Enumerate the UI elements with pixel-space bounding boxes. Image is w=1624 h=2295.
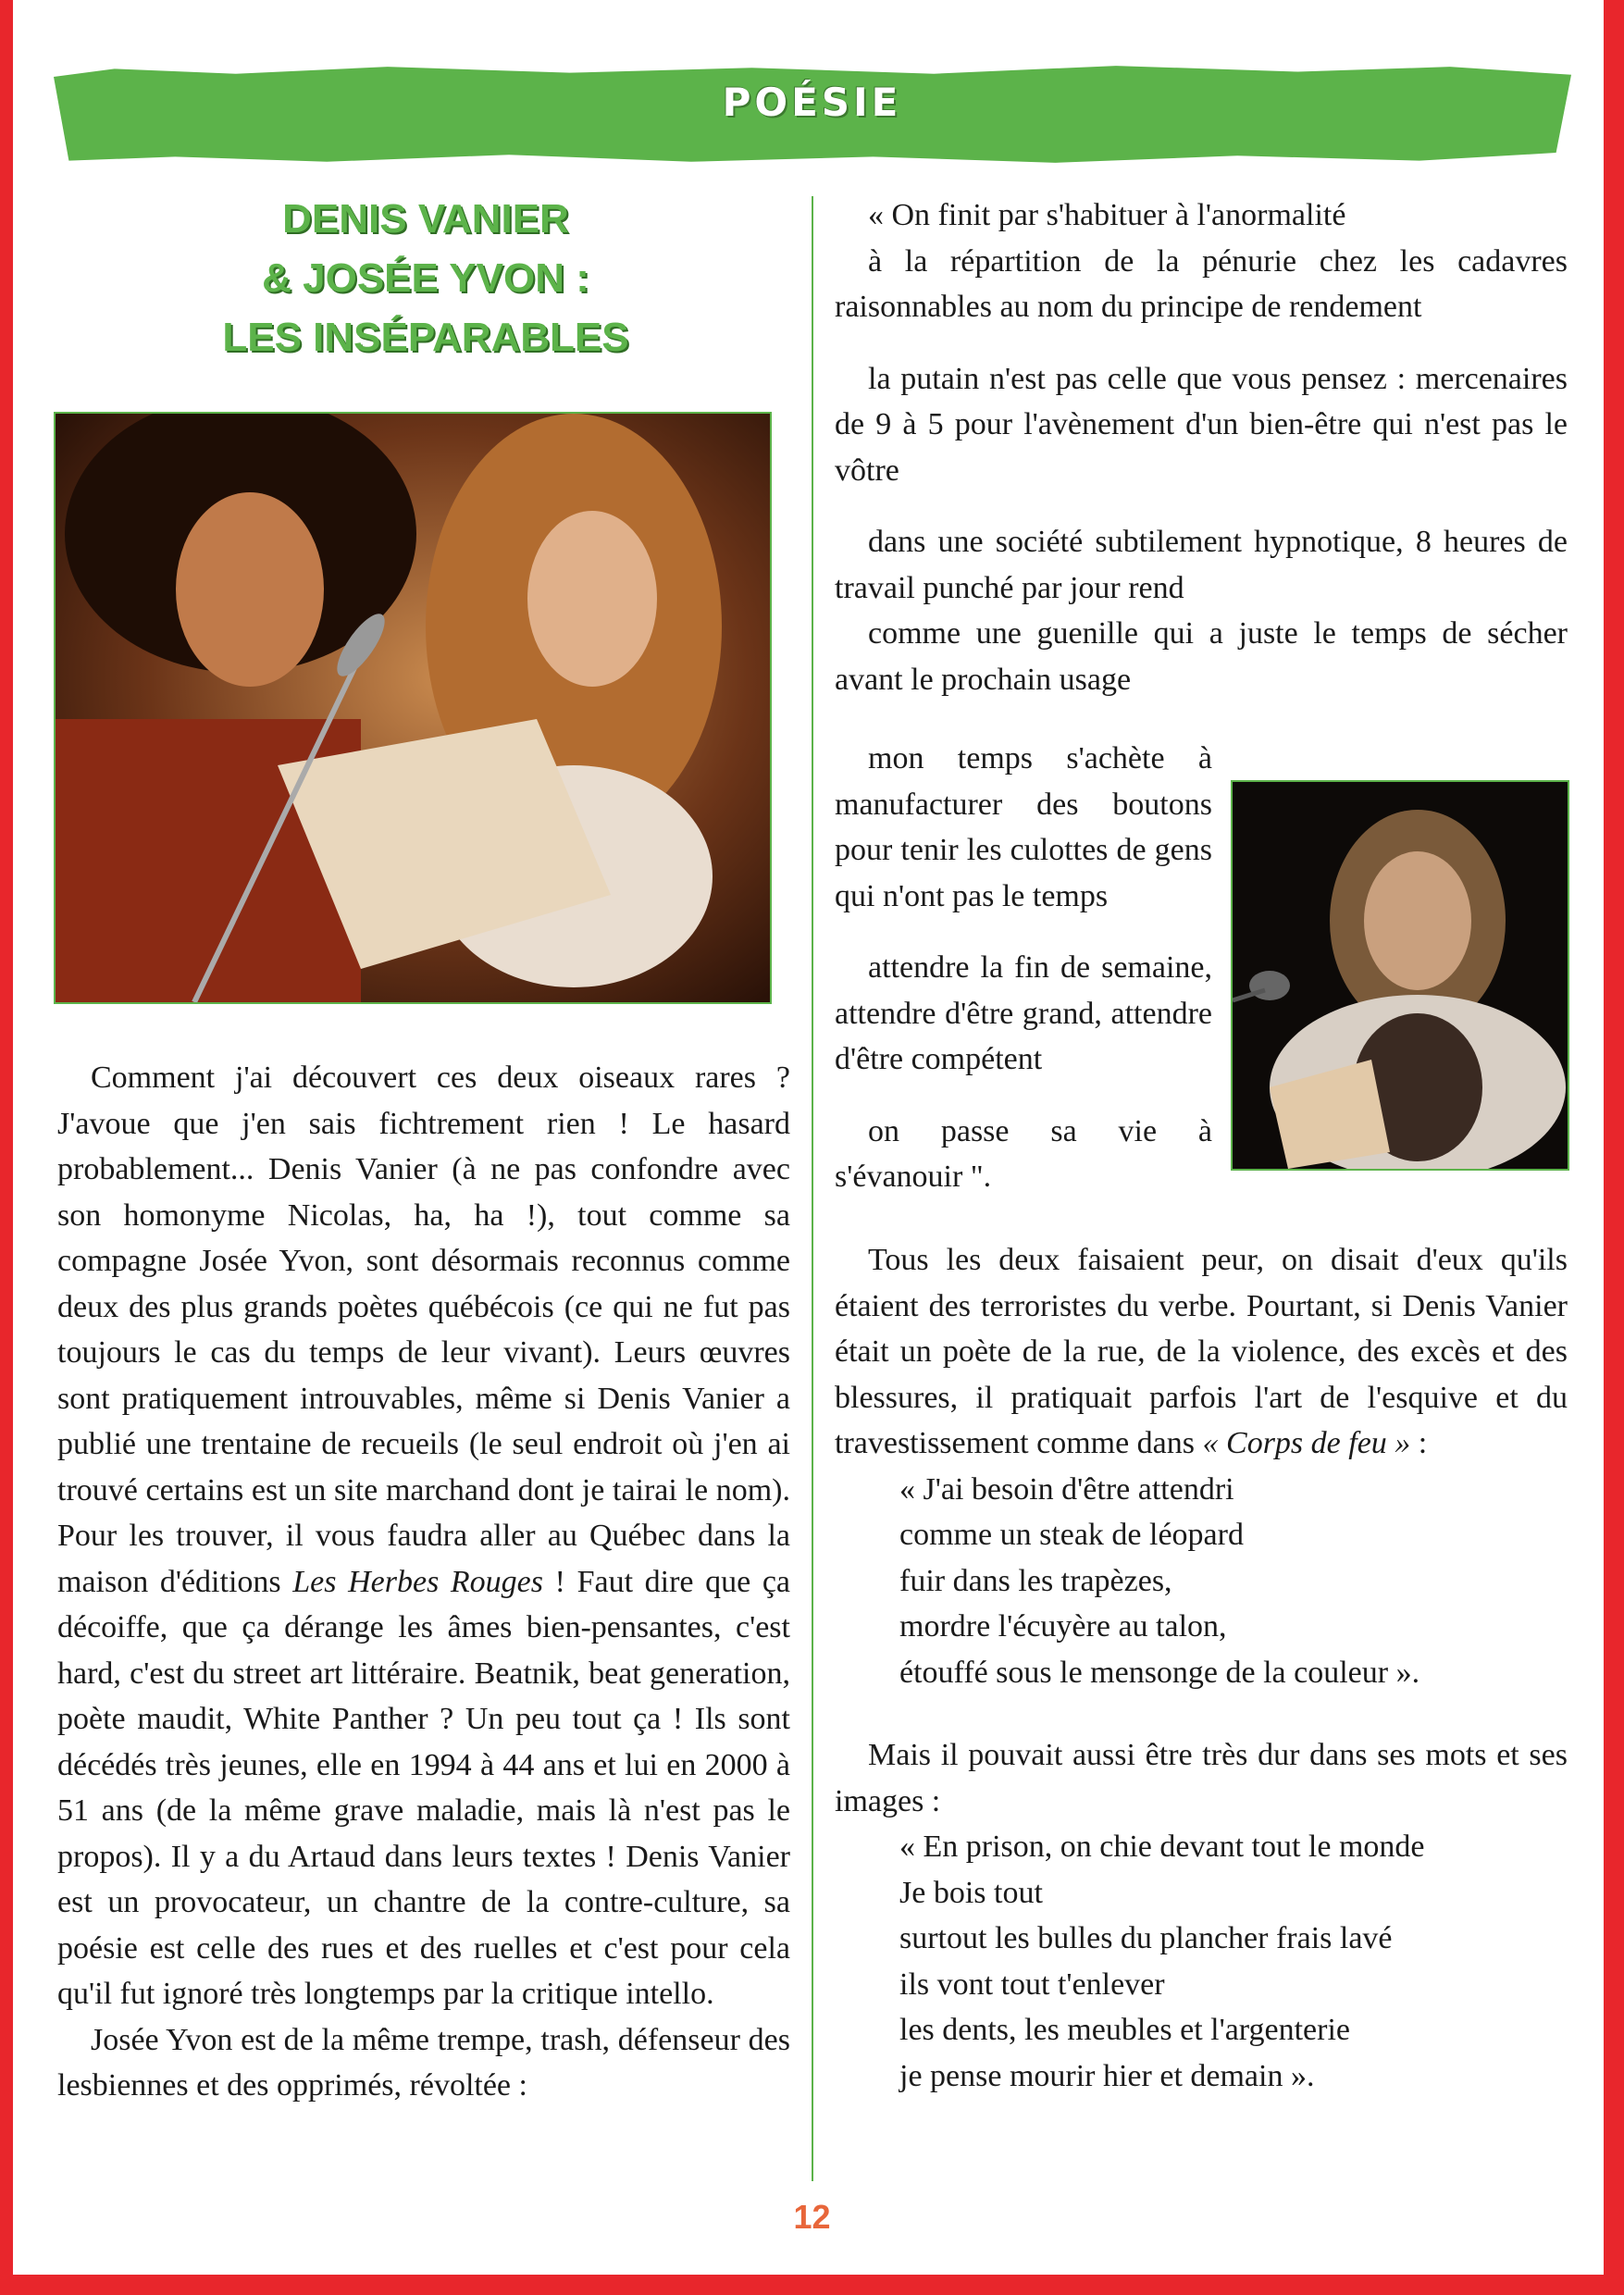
verse-line: ils vont tout t'enlever (899, 1966, 1165, 2002)
verse-line: comme un steak de léopard (899, 1518, 1244, 1552)
poem-line: mon temps s'achète à manufacturer des boutons pour tenir les culottes de gens qui n'ont pas le temps (835, 741, 1212, 913)
paragraph: Comment j'ai découvert ces deux oiseaux rares ? J'avoue que j'en sais fichtrement rien ! Le hasard probablement... Denis Vanier (à ne pas confondre avec son homonyme Nicolas, ha, ha !), tout comme sa compagne Josée Yvon, sont désormais reconnus comme deux des plus grands poètes québécois (ce qui ne fut pas toujours le cas du temps de leur vivant). Leurs œuvres sont pratiquement introuvables, même si Denis Vanier a publié une trentaine de recueils (le seul endroit où j'en ai trouvé certains est un site marchand dont je tairai le nom). Pour les trouver, il vous faudra aller au Québec dans la maison d'éditions Les Herbes Rouges ! Faut dire que ça décoiffe, que ça dérange les âmes bien-pensantes, c'est hard, c'est du street art littéraire. Beatnik, beat generation, poète maudit, White Panther ? Un peu tout ça ! Ils sont décédés très jeunes, elle en 1994 à 44 ans et lui en 2000 à 51 ans (de la même grave maladie, mais là n'est pas le propos). Il y a du Artaud dans leurs textes ! Denis Vanier est un provocateur, un chantre de la contre-culture, sa poésie est celle des rues et des ruelles et c'est pour cela qu'il fut ignoré très longtemps par la critique intello. (57, 1061, 790, 2011)
left-column-text (57, 1055, 790, 2109)
page-frame-left (0, 0, 13, 2295)
poem-line: attendre la fin de semaine, attendre d'être grand, attendre d'être compétent (835, 950, 1212, 1076)
page-frame-bottom (0, 2275, 1624, 2295)
article-title-line-3: LES INSÉPARABLES (222, 315, 629, 360)
page-number: 12 (793, 2198, 831, 2236)
section-title: POÉSIE (722, 80, 902, 125)
poem-line: « On finit par s'habituer à l'anormalité (868, 198, 1346, 232)
verse-line: les dents, les meubles et l'argenterie (899, 2013, 1351, 2047)
verse-line: fuir dans les trapèzes, (899, 1563, 1172, 1598)
page-frame-right (1604, 0, 1624, 2295)
verse-line: mordre l'écuyère au talon, (899, 1609, 1227, 1644)
poem-excerpt-vanier (835, 192, 1568, 702)
poem-line: à la répartition de la pénurie chez les cadavres raisonnables au nom du principe de rendement (835, 243, 1568, 324)
verse-line: surtout les bulles du plancher frais lavé (899, 1921, 1393, 1955)
verse-line: « En prison, on chie devant tout le monde (899, 1830, 1425, 1864)
poem-excerpt-narrow (835, 736, 1212, 1200)
verse-line: Je bois tout (899, 1875, 1043, 1910)
column-divider (812, 196, 813, 2181)
right-column-text (835, 1237, 1568, 2099)
verse-line: je pense mourir hier et demain ». (899, 2058, 1315, 2093)
poem-line: dans une société subtilement hypnotique, 8 heures de travail punché par jour rend (835, 525, 1568, 605)
verse-prison (835, 1824, 1568, 2099)
poem-title: « Corps de feu » (1202, 1426, 1411, 1460)
poem-line: on passe sa vie à s'évanouir ". (835, 1113, 1212, 1194)
article-title-line-2: & JOSÉE YVON : (262, 255, 589, 301)
article-title-line-1: DENIS VANIER (282, 196, 569, 242)
photo-josee-yvon (1231, 780, 1569, 1171)
verse-line: « J'ai besoin d'être attendri (899, 1471, 1234, 1507)
article-title (56, 190, 796, 367)
poem-line: comme une guenille qui a juste le temps de sécher avant le prochain usage (835, 616, 1568, 697)
verse-corps-de-feu (835, 1467, 1568, 1696)
paragraph: Josée Yvon est de la même trempe, trash, défenseur des lesbiennes et des opprimés, révoltée : (57, 2022, 790, 2103)
verse-line: étouffé sous le mensonge de la couleur ». (899, 1655, 1420, 1690)
paragraph: Tous les deux faisaient peur, on disait d'eux qu'ils étaient des terroristes du verbe. Pourtant, si Denis Vanier était un poète de la rue, de la violence, des excès et des blessures, il pratiquait parfois l'art de l'esquive et du travestissement comme dans « Corps de feu » : (835, 1243, 1568, 1460)
paragraph: Mais il pouvait aussi être très dur dans ses mots et ses images : (835, 1738, 1568, 1818)
publisher-name: Les Herbes Rouges (292, 1564, 544, 1599)
poem-line: la putain n'est pas celle que vous pensez : mercenaires de 9 à 5 pour l'avènement d'un bien-être qui n'est pas le vôtre (835, 361, 1568, 488)
photo-vanier-yvon (54, 412, 772, 1004)
